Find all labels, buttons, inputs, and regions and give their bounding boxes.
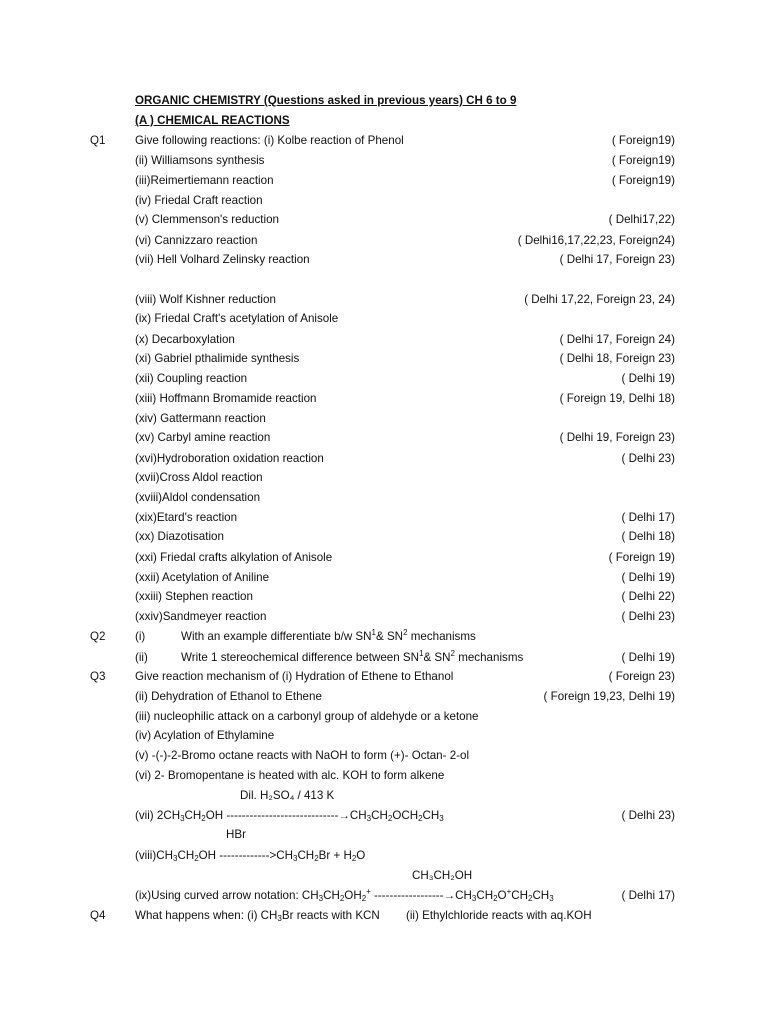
q1-item-reference: ( Foreign19): [611, 174, 675, 187]
q1-item-reference: ( Delhi 19, Foreign 23): [559, 431, 675, 444]
q1-item-reference: ( Delhi 17, Foreign 23): [559, 253, 675, 266]
q1-item-reference: ( Foreign 19, Delhi 18): [559, 392, 675, 405]
q1-item-reference: ( Delhi 23): [621, 610, 675, 623]
q3-item-reference: ( Foreign 19,23, Delhi 19): [543, 690, 675, 703]
page-title: ORGANIC CHEMISTRY (Questions asked in previous years) CH 6 to 9: [135, 94, 517, 107]
arrow-right-icon: →: [338, 809, 350, 822]
arrow-right-icon: →: [443, 889, 456, 902]
q1-item-reference: ( Delhi 17, Foreign 24): [559, 333, 675, 346]
q3-viii-condition: HBr: [226, 828, 246, 841]
q1-item: (xi) Gabriel pthalimide synthesis: [135, 352, 300, 365]
q1-item: (xxiii) Stephen reaction: [135, 590, 253, 603]
q1-item-reference: ( Delhi17,22): [608, 213, 675, 226]
question-label-q1: Q1: [90, 134, 106, 147]
q1-item-reference: ( Foreign19): [611, 154, 675, 167]
q1-item-reference: ( Delhi 18): [621, 530, 675, 543]
q2-part-ii: Write 1 stereochemical difference between $SN^1\&$ $SN^2$ mechanisms: [181, 649, 524, 664]
q3-item: (ii) Dehydration of Ethanol to Ethene: [135, 690, 322, 703]
q1-item-reference: ( Delhi 23): [621, 452, 675, 465]
q2-part-i: With an example differentiate b/w $SN^1\&$ $SN^2$ mechanisms: [181, 628, 476, 643]
q3-intro-reference: ( Foreign 23): [608, 670, 675, 683]
q3-item: (vi) 2- Bromopentane is heated with alc. KOH to form alkene: [135, 769, 445, 782]
q1-item: (v) Clemmenson's reduction: [135, 213, 279, 226]
q1-item-reference: ( Delhi 18, Foreign 23): [559, 352, 675, 365]
q3-vii-equation: (vii) $2CH_3CH_2OH$ $-----------------------------\to CH_3CH_2OCH_2CH_3$: [135, 809, 444, 823]
q1-item: (xiv) Gattermann reaction: [135, 412, 266, 425]
q3-ix-reference: ( Delhi 17): [621, 889, 675, 902]
q1-item: (xx) Diazotisation: [135, 530, 224, 543]
q1-item: (xxiv)Sandmeyer reaction: [135, 610, 267, 623]
q1-item: (xiii) Hoffmann Bromamide reaction: [135, 392, 317, 405]
q1-item-reference: ( Delhi16,17,22,23, Foreign24): [517, 234, 675, 247]
q1-item-reference: ( Delhi 17,22, Foreign 23, 24): [524, 293, 675, 306]
q1-item: (xvii)Cross Aldol reaction: [135, 471, 263, 484]
q1-item: (xii) Coupling reaction: [135, 372, 248, 385]
q3-ix-equation: (ix)Using curved arrow notation: $CH_3CH_2OH_2^+$ $------------------\to CH_3CH_2O^+CH_2CH_3$: [135, 887, 554, 903]
q1-item-reference: ( Delhi 19): [621, 571, 675, 584]
q1-item: (xvi)Hydroboration oxidation reaction: [135, 452, 324, 465]
q1-item: (viii) Wolf Kishner reduction: [135, 293, 276, 306]
q2-subpart-number: (ii): [135, 651, 148, 664]
q3-item: (iii) nucleophilic attack on a carbonyl group of aldehyde or a ketone: [135, 710, 479, 723]
q1-item: (ii) Williamsons synthesis: [135, 154, 265, 167]
question-label-q3: Q3: [90, 670, 106, 683]
q3-viii-equation: $(viii)CH_3CH_2OH$ $------------->CH_3CH_2Br + H_2O$: [135, 849, 366, 863]
q1-item: (x) Decarboxylation: [135, 333, 235, 346]
q3-item: (v) -(-)-2-Bromo octane reacts with NaOH to form (+)- Octan- 2-ol: [135, 749, 470, 762]
q2-part-ii-reference: ( Delhi 19): [621, 651, 675, 664]
q1-item-reference: ( Delhi 19): [621, 372, 675, 385]
q1-item: (xviii)Aldol condensation: [135, 491, 261, 504]
q3-vii-reference: ( Delhi 23): [621, 809, 675, 822]
q1-item-reference: ( Delhi 17): [621, 511, 675, 524]
q1-intro-reference: ( Foreign19): [611, 134, 675, 147]
q3-vii-condition: Dil. H₂SO₄ / 413 K: [240, 789, 335, 802]
q1-item: (xxi) Friedal crafts alkylation of Anisole: [135, 551, 333, 564]
q1-item: (xix)Etard's reaction: [135, 511, 238, 524]
q1-item-reference: ( Delhi 22): [621, 590, 675, 603]
q1-item-reference: ( Foreign 19): [608, 551, 675, 564]
q1-item: (ix) Friedal Craft's acetylation of Anisole: [135, 312, 339, 325]
q1-item: (vii) Hell Volhard Zelinsky reaction: [135, 253, 310, 266]
q1-intro: Give following reactions: (i) Kolbe reaction of Phenol: [135, 134, 404, 147]
q4-part-i: What happens when: (i) $CH_3Br$ reacts with KCN: [135, 909, 380, 923]
question-label-q4: Q4: [90, 909, 106, 922]
q1-item: (xxii) Acetylation of Aniline: [135, 571, 270, 584]
q3-intro: Give reaction mechanism of (i) Hydration of Ethene to Ethanol: [135, 670, 454, 683]
question-label-q2: Q2: [90, 630, 106, 643]
q1-item: (iv) Friedal Craft reaction: [135, 194, 263, 207]
q2-subpart-number: (i): [135, 630, 146, 643]
q3-item: (iv) Acylation of Ethylamine: [135, 729, 275, 742]
q4-part-ii: (ii) Ethylchloride reacts with aq.KOH: [406, 909, 592, 922]
q3-ix-condition: CH₃CH₂OH: [412, 869, 473, 882]
q1-item: (xv) Carbyl amine reaction: [135, 431, 271, 444]
q1-item: (vi) Cannizzaro reaction: [135, 234, 258, 247]
section-title: (A ) CHEMICAL REACTIONS: [135, 114, 290, 127]
q1-item: (iii)Reimertiemann reaction: [135, 174, 274, 187]
